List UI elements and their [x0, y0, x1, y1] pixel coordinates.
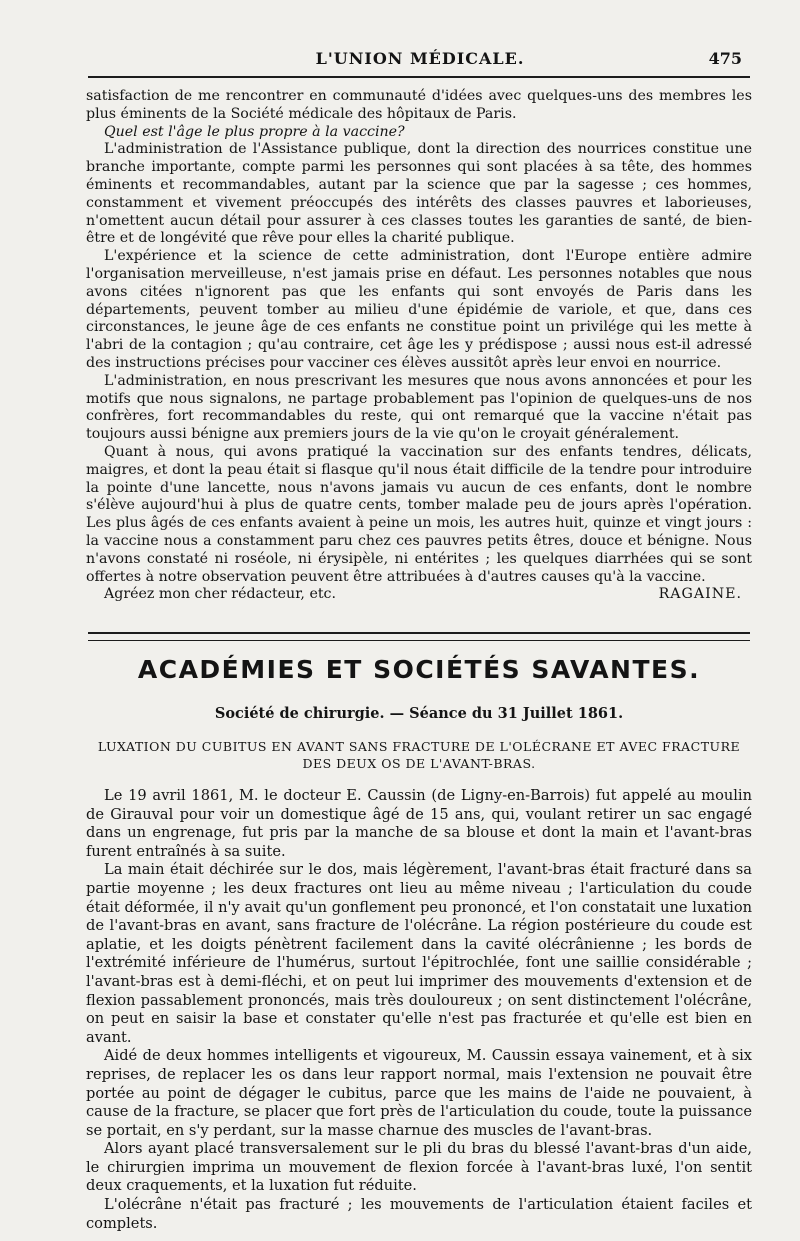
article-paragraph: L'olécrâne n'était pas fracturé ; les mouvements de l'articulation étaient faciles et complets. [86, 1196, 752, 1232]
closing-formula: Agréez mon cher rédacteur, etc. [104, 586, 336, 603]
running-header [90, 49, 750, 71]
section-divider [88, 632, 750, 641]
article-paragraph: Alors ayant placé transversalement sur le pli du bras du blessé l'avant-bras d'un aide, le chirurgien imprima un mouvement de flexion forcée à l'avant-bras luxé, l'on sentit deux craquements, et la luxation fut réduite. [86, 1140, 752, 1195]
article-paragraph: Le 19 avril 1861, M. le docteur E. Caussin (de Ligny-en-Barrois) fut appelé au moulin de Girauval pour voir un domestique âgé de 15 ans, qui, voulant retirer un sac engagé dans un engrenage, fut pris par la manche de sa blouse et dont la main et l'avant-bras furent entraînés à sa suite. [86, 787, 752, 860]
letter-signoff [86, 586, 752, 604]
session-heading: Société de chirurgie. — Séance du 31 Juillet 1861. [214, 705, 624, 722]
article-body [86, 787, 752, 1233]
letter-body [86, 88, 752, 604]
page-number: 475 [708, 49, 742, 68]
letter-paragraph: L'administration de l'Assistance publique, dont la direction des nourrices constitue une branche importante, compte parmi les personnes qui sont placées à sa tête, des hommes éminents et recommandables, autant par la science que par la sagesse ; ces hommes, constamment et vivement préoccupés des intérêts des classes pauvres et laborieuses, n'omettent aucun détail pour assurer à ces classes toutes les garanties de santé, de bien-être et de longévité que rêve pour elles la charité publique. [86, 141, 752, 247]
section-title: ACADÉMIES ET SOCIÉTÉS SAVANTES. [137, 655, 701, 684]
signature: RAGAINE. [658, 586, 742, 603]
article-paragraph: Aidé de deux hommes intelligents et vigoureux, M. Caussin essaya vainement, et à six reprises, de replacer les os dans leur rapport normal, mais l'extension ne pouvait être portée au point de dégager le cubitus, parce que les mains de l'aide ne pouvaient, à cause de la fracture, se placer que fort près de l'articulation du coude, toute la puissance se portait, en s'y perdant, sur la masse charnue des muscles de l'avant-bras. [86, 1047, 752, 1139]
header-rule [88, 76, 750, 78]
running-title: L'UNION MÉDICALE. [315, 49, 525, 68]
letter-paragraph: satisfaction de me rencontrer en communauté d'idées avec quelques-uns des membres les plus éminents de la Société médicale des hôpitaux de Paris. [86, 88, 752, 122]
letter-paragraph: L'expérience et la science de cette administration, dont l'Europe entière admire l'organisation merveilleuse, n'est jamais prise en défaut. Les personnes notables que nous avons citées n'ignorent pas que les enfants qui sont envoyés de Paris dans les départements, peuvent tomber au milieu d'une épidémie de variole, et que, dans ces circonstances, le jeune âge de ces enfants ne constitue point un privilége qui les mette à l'abri de la contagion ; qu'au contraire, cet âge les y prédispose ; aussi nous est-il adressé des instructions précises pour vacciner ces élèves aussitôt après leur envoi en nourrice. [86, 248, 752, 371]
article-title: LUXATION DU CUBITUS EN AVANT SANS FRACTURE DE L'OLÉCRANE ET AVEC FRACTURE DES DEUX OS DE L'AVANT-BRAS. [97, 739, 741, 771]
letter-paragraph: L'administration, en nous prescrivant les mesures que nous avons annoncées et pour les motifs que nous signalons, ne partage probablement pas l'opinion de quelques-uns de nos confrères, fort recommandables du reste, qui ont remarqué que la vaccine n'était pas toujours aussi bénigne aux premiers jours de la vie qu'on le croyait généralement. [86, 372, 752, 443]
letter-question: Quel est l'âge le plus propre à la vaccine? [104, 123, 405, 140]
article-paragraph: La main était déchirée sur le dos, mais légèrement, l'avant-bras était fracturé dans sa partie moyenne ; les deux fractures ont lieu au même niveau ; l'articulation du coude était déformée, il n'y avait qu'un gonflement peu prononcé, et l'on constatait une luxation de l'avant-bras en avant, sans fracture de l'olécrâne. La région postérieure du coude est aplatie, et les doigts pénètrent facilement dans la cavité olécrânienne ; les bords de l'extrémité inférieure de l'humérus, surtout l'épitrochlée, font une saillie considérable ; l'avant-bras est à demi-fléchi, et on peut lui imprimer des mouvements d'extension et de flexion passablement prononcés, mais très douloureux ; on sent distinctement l'olécrâne, on peut en saisir la base et constater qu'elle n'est pas fracturée et qu'elle est bien en avant. [86, 861, 752, 1046]
letter-paragraph: Quant à nous, qui avons pratiqué la vaccination sur des enfants tendres, délicats, maigres, et dont la peau était si flasque qu'il nous était difficile de la tendre pour introduire la pointe d'une lancette, nous n'avons jamais vu aucun de ces enfants, dont le nombre s'élève aujourd'hui à plus de quatre cents, tomber malade peu de jours après l'opération. Les plus âgés de ces enfants avaient à peine un mois, les autres huit, quinze et vingt jours : la vaccine nous a constamment paru chez ces pauvres petits êtres, douce et bénigne. Nous n'avons constaté ni roséole, ni érysipèle, ni entérites ; les quelques diarrhées qui se sont offertes à notre observation peuvent être attribuées à d'autres causes qu'à la vaccine. [86, 443, 752, 585]
